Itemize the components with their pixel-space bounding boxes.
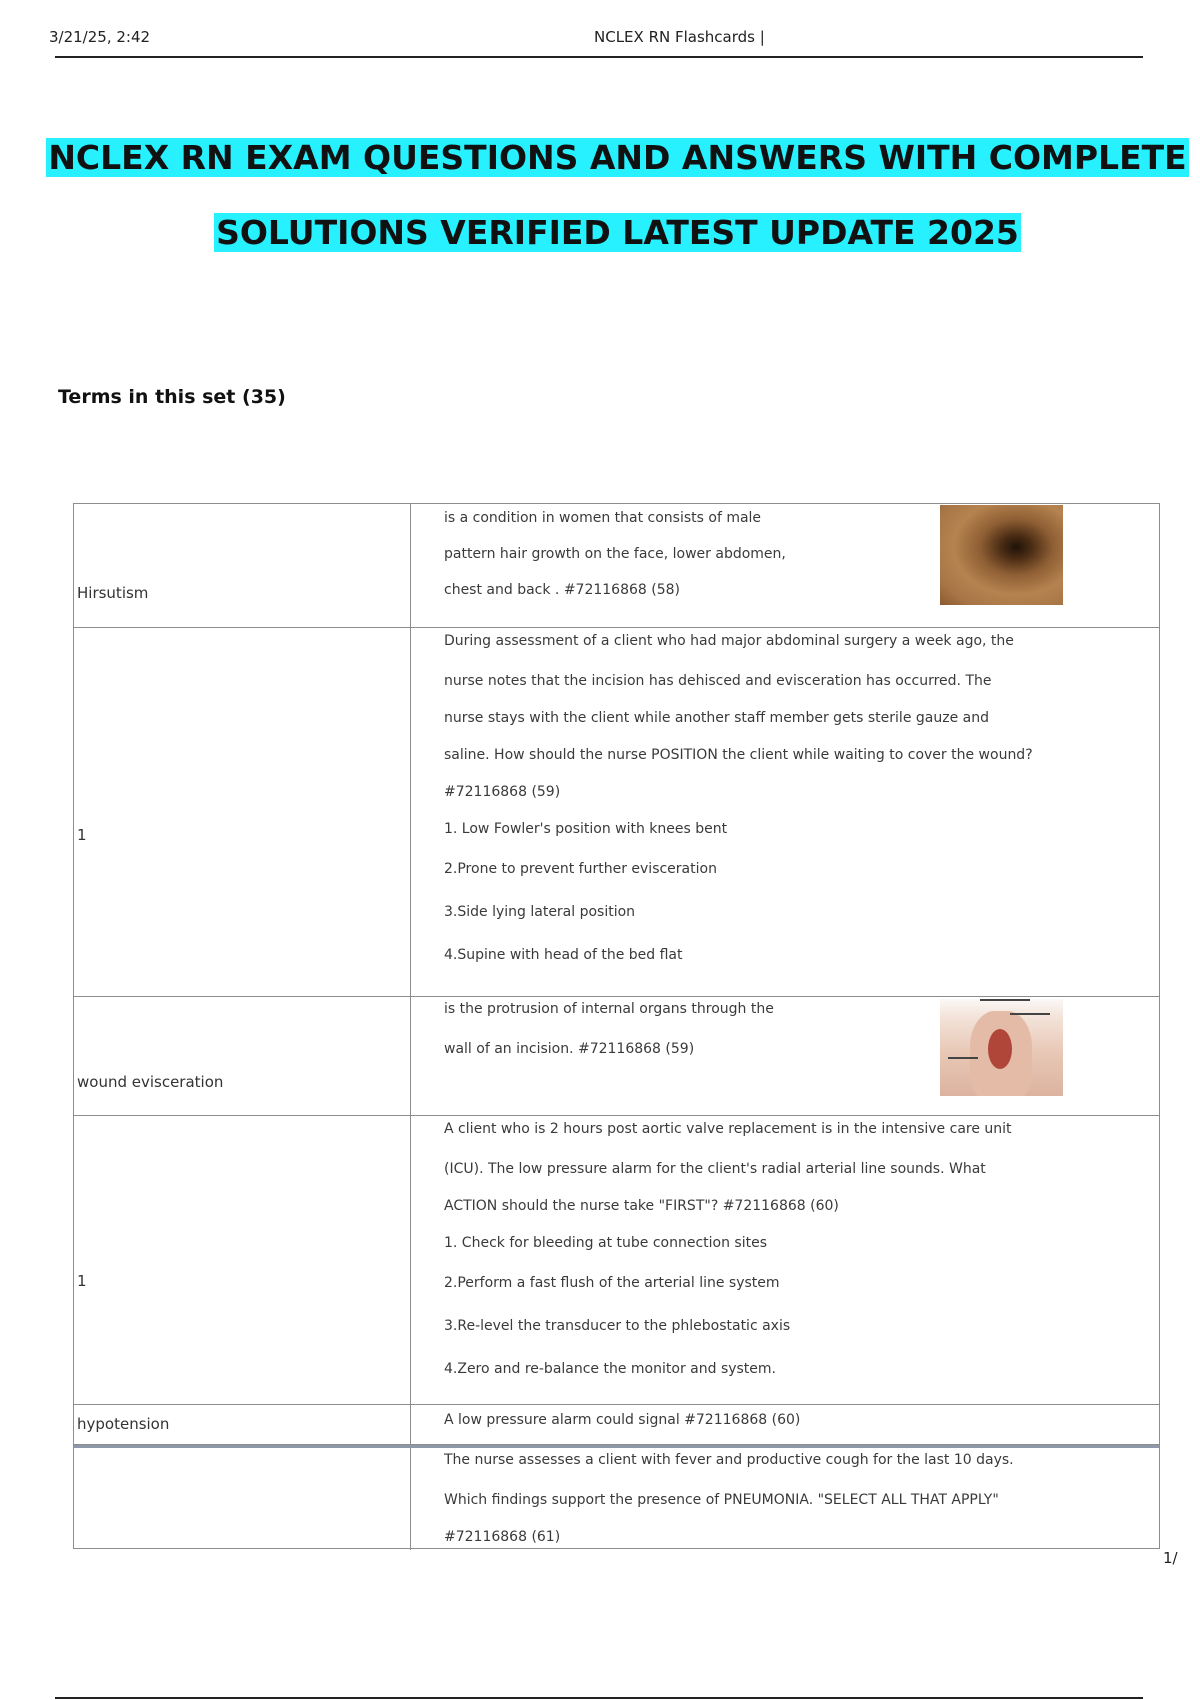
document-title-line-2 <box>0 211 1200 255</box>
definition-line: nurse notes that the incision has dehisced and evisceration has occurred. The <box>444 673 992 689</box>
card-term: 1 <box>77 826 87 844</box>
flashcard-table <box>73 503 1160 1549</box>
definition-line: is the protrusion of internal organs through the <box>444 1001 774 1017</box>
column-divider <box>410 1448 411 1550</box>
table-row <box>74 997 1159 1116</box>
page-number: 1/ <box>1163 1549 1178 1567</box>
diagram-label-line <box>1010 1013 1050 1015</box>
definition-line: (ICU). The low pressure alarm for the client's radial arterial line sounds. What <box>444 1161 986 1177</box>
definition-line: wall of an incision. #72116868 (59) <box>444 1041 695 1057</box>
column-divider <box>410 1116 411 1404</box>
table-row <box>74 504 1159 628</box>
definition-line: is a condition in women that consists of male <box>444 510 762 526</box>
column-divider <box>410 1405 411 1444</box>
table-row <box>74 1116 1159 1405</box>
definition-line: During assessment of a client who had major abdominal surgery a week ago, the <box>444 633 1014 649</box>
hirsutism-photo <box>940 505 1063 605</box>
page-header-title: NCLEX RN Flashcards | <box>594 28 765 46</box>
definition-line: A client who is 2 hours post aortic valve replacement is in the intensive care unit <box>444 1121 1012 1137</box>
card-term: hypotension <box>77 1415 170 1433</box>
definition-line: 4.Zero and re-balance the monitor and system. <box>444 1361 777 1377</box>
card-definition <box>444 988 774 1068</box>
definition-line: saline. How should the nurse POSITION the client while waiting to cover the wound? <box>444 747 1033 763</box>
definition-line: 3.Side lying lateral position <box>444 904 636 920</box>
diagram-label-line <box>980 999 1030 1001</box>
card-term: 1 <box>77 1272 87 1290</box>
card-definition <box>444 1439 1014 1556</box>
print-date: 3/21/25, 2:42 <box>49 28 151 46</box>
card-definition <box>444 1108 1012 1391</box>
definition-line: nurse stays with the client while another staff member gets sterile gauze and <box>444 710 989 726</box>
definition-line: 4.Supine with head of the bed flat <box>444 947 683 963</box>
header-divider <box>55 56 1143 58</box>
definition-line: 2.Perform a fast flush of the arterial line system <box>444 1275 780 1291</box>
column-divider <box>410 628 411 996</box>
definition-line: chest and back . #72116868 (58) <box>444 582 681 598</box>
column-divider <box>410 504 411 627</box>
card-definition <box>444 1399 800 1442</box>
table-row <box>74 1445 1159 1550</box>
definition-line: pattern hair growth on the face, lower abdomen, <box>444 546 786 562</box>
card-term: Hirsutism <box>77 584 149 602</box>
card-definition <box>444 504 786 604</box>
card-term: wound evisceration <box>77 1073 224 1091</box>
definition-line: #72116868 (61) <box>444 1529 561 1545</box>
definition-line: A low pressure alarm could signal #72116868 (60) <box>444 1412 801 1428</box>
title-highlight-1: NCLEX RN EXAM QUESTIONS AND ANSWERS WITH COMPLETE <box>48 138 1187 177</box>
definition-line: ACTION should the nurse take "FIRST"? #72116868 (60) <box>444 1198 839 1214</box>
protruding-organ-illustration <box>988 1029 1012 1069</box>
definition-line: 2.Prone to prevent further evisceration <box>444 861 717 877</box>
document-title-line-1 <box>0 136 1200 180</box>
evisceration-diagram <box>940 999 1063 1096</box>
card-definition <box>444 620 1033 977</box>
diagram-label-line <box>948 1057 978 1059</box>
definition-line: 1. Check for bleeding at tube connection sites <box>444 1235 768 1251</box>
terms-count-heading: Terms in this set (35) <box>58 386 286 408</box>
table-row <box>74 628 1159 997</box>
title-highlight-2: SOLUTIONS VERIFIED LATEST UPDATE 2025 <box>216 213 1019 252</box>
definition-line: Which findings support the presence of PNEUMONIA. "SELECT ALL THAT APPLY" <box>444 1492 999 1508</box>
definition-line: #72116868 (59) <box>444 784 561 800</box>
definition-line: 3.Re-level the transducer to the phlebostatic axis <box>444 1318 791 1334</box>
footer-divider <box>55 1697 1143 1699</box>
definition-line: 1. Low Fowler's position with knees bent <box>444 821 728 837</box>
definition-line: The nurse assesses a client with fever and productive cough for the last 10 days. <box>444 1452 1014 1468</box>
column-divider <box>410 997 411 1115</box>
